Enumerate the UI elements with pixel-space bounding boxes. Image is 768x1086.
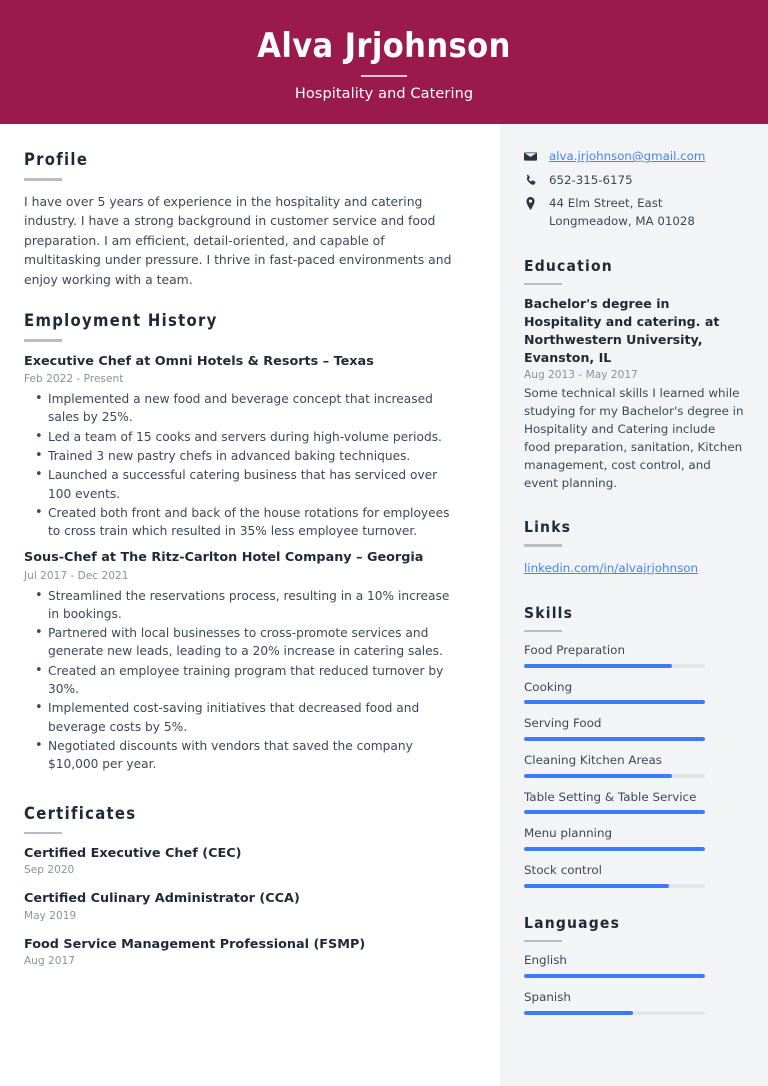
skill-level-track bbox=[524, 700, 705, 704]
skill-item bbox=[524, 825, 744, 851]
candidate-job-title: Hospitality and Catering bbox=[294, 85, 474, 102]
certificates-heading-rule bbox=[24, 832, 62, 835]
resume-body bbox=[0, 124, 768, 1086]
skill-label: Food Preparation bbox=[524, 643, 625, 658]
language-label: Spanish bbox=[524, 989, 571, 1004]
skill-label: Menu planning bbox=[524, 826, 613, 841]
job-entry bbox=[24, 353, 464, 540]
skill-item bbox=[524, 789, 744, 815]
job-bullet: • Streamlined the reservations process, resulting in a 10% increase in bookings. bbox=[24, 587, 464, 624]
job-bullet: • Launched a successful catering business that has serviced over 100 events. bbox=[24, 466, 464, 503]
links-heading-rule bbox=[524, 544, 562, 547]
skill-level-fill bbox=[524, 664, 672, 668]
job-bullet: • Implemented cost-saving initiatives that decreased food and beverage costs by 5%. bbox=[24, 699, 464, 736]
section-profile bbox=[24, 150, 464, 289]
skill-level-fill bbox=[524, 847, 705, 851]
skill-item bbox=[524, 862, 744, 888]
section-employment-history bbox=[24, 311, 464, 773]
language-level-track bbox=[524, 974, 705, 978]
job-title: Executive Chef at Omni Hotels & Resorts – Texas bbox=[24, 353, 374, 369]
resume-header bbox=[0, 0, 768, 124]
certificate-date: May 2019 bbox=[24, 909, 77, 922]
education-description: Some technical skills I learned while studying for my Bachelor's degree in Hospitality and Catering include food preparation, sanitation, Kitchen management, cost control, and event planning. bbox=[524, 385, 744, 491]
skill-level-fill bbox=[524, 774, 672, 778]
job-bullet: • Implemented a new food and beverage concept that increased sales by 25%. bbox=[24, 390, 464, 427]
skill-level-track bbox=[524, 884, 705, 888]
skill-level-fill bbox=[524, 810, 705, 814]
skill-level-track bbox=[524, 737, 705, 741]
language-label: English bbox=[524, 953, 567, 968]
profile-heading-rule bbox=[24, 178, 62, 181]
certificate-date: Aug 2017 bbox=[24, 954, 76, 967]
skill-item bbox=[524, 642, 744, 668]
contact-row-phone bbox=[524, 172, 744, 190]
linkedin-link[interactable]: linkedin.com/in/alvajrjohnson bbox=[524, 560, 699, 575]
skill-level-fill bbox=[524, 700, 705, 704]
language-level-fill bbox=[524, 974, 705, 978]
contact-row-address bbox=[524, 195, 744, 230]
contact-list bbox=[524, 148, 744, 231]
certificate-entry bbox=[24, 845, 464, 876]
education-title: Bachelor's degree in Hospitality and catering. at Northwestern University, Evanston, IL bbox=[524, 296, 720, 365]
skill-level-fill bbox=[524, 884, 669, 888]
job-date: Feb 2022 - Present bbox=[24, 373, 124, 386]
location-pin-icon bbox=[524, 195, 541, 210]
job-bullets bbox=[24, 587, 464, 774]
education-heading-rule bbox=[524, 283, 562, 286]
language-item bbox=[524, 952, 744, 978]
phone-value: 652-315-6175 bbox=[549, 172, 633, 187]
certificates-heading: Certificates bbox=[24, 803, 137, 823]
skill-label: Cooking bbox=[524, 679, 573, 694]
employment-heading-rule bbox=[24, 339, 62, 342]
languages-heading-rule bbox=[524, 940, 562, 943]
certificate-entry bbox=[24, 890, 464, 921]
section-languages bbox=[524, 914, 744, 1015]
skills-heading-rule bbox=[524, 630, 562, 633]
certificate-title: Certified Executive Chef (CEC) bbox=[24, 846, 242, 861]
skill-level-track bbox=[524, 810, 705, 814]
job-bullets bbox=[24, 390, 464, 540]
skill-level-fill bbox=[524, 737, 705, 741]
sidebar-column bbox=[500, 124, 768, 1086]
envelope-icon bbox=[524, 148, 541, 163]
skill-label: Table Setting & Table Service bbox=[524, 789, 697, 804]
skill-item bbox=[524, 715, 744, 741]
certificate-title: Certified Culinary Administrator (CCA) bbox=[24, 891, 300, 907]
profile-heading: Profile bbox=[24, 150, 89, 169]
candidate-name: Alva Jrjohnson bbox=[257, 26, 511, 67]
skill-level-track bbox=[524, 774, 705, 778]
job-bullet: • Created both front and back of the house rotations for employees to cross train which resulted in 35% less employee turnover. bbox=[24, 504, 464, 541]
section-links bbox=[524, 518, 744, 577]
skill-level-track bbox=[524, 847, 705, 851]
job-title: Sous-Chef at The Ritz-Carlton Hotel Company – Georgia bbox=[24, 550, 424, 566]
language-level-fill bbox=[524, 1011, 633, 1015]
certificate-date: Sep 2020 bbox=[24, 864, 75, 877]
section-certificates bbox=[24, 804, 464, 967]
main-column bbox=[0, 124, 500, 1086]
job-entry bbox=[24, 549, 464, 773]
job-bullet: • Negotiated discounts with vendors that saved the company $10,000 per year. bbox=[24, 737, 464, 774]
address-value: 44 Elm Street, East Longmeadow, MA 01028 bbox=[549, 196, 695, 229]
section-skills bbox=[524, 604, 744, 888]
links-heading: Links bbox=[524, 518, 572, 537]
skill-label: Stock control bbox=[524, 863, 602, 878]
section-education bbox=[524, 257, 744, 493]
certificate-entry bbox=[24, 936, 464, 967]
skill-item bbox=[524, 679, 744, 705]
job-bullet: • Led a team of 15 cooks and servers during high-volume periods. bbox=[24, 428, 464, 446]
job-bullet: • Created an employee training program that reduced turnover by 30%. bbox=[24, 662, 464, 699]
certificate-title: Food Service Management Professional (FSMP) bbox=[24, 936, 366, 952]
contact-row-email bbox=[524, 148, 744, 166]
employment-heading: Employment History bbox=[24, 311, 218, 331]
phone-icon bbox=[524, 172, 541, 187]
job-date: Jul 2017 - Dec 2021 bbox=[24, 569, 129, 582]
languages-heading: Languages bbox=[524, 913, 621, 932]
skill-level-track bbox=[524, 664, 705, 668]
skills-heading: Skills bbox=[524, 603, 574, 622]
skill-label: Serving Food bbox=[524, 716, 602, 731]
job-bullet: • Partnered with local businesses to cross-promote services and generate new leads, leading to a 20% increase in catering sales. bbox=[24, 624, 464, 661]
language-item bbox=[524, 989, 744, 1015]
header-divider bbox=[361, 75, 407, 77]
skill-item bbox=[524, 752, 744, 778]
language-level-track bbox=[524, 1011, 705, 1015]
profile-text: I have over 5 years of experience in the hospitality and catering industry. I have a strong background in customer service and food preparation. I am efficient, detail-oriented, and capable of multitasking under pressure. I thrive in fast-paced environments and enjoy working with a team. bbox=[24, 193, 452, 287]
email-value[interactable]: alva.jrjohnson@gmail.com bbox=[549, 149, 706, 163]
education-date: Aug 2013 - May 2017 bbox=[524, 368, 638, 381]
job-bullet: • Trained 3 new pastry chefs in advanced baking techniques. bbox=[24, 447, 464, 465]
skill-label: Cleaning Kitchen Areas bbox=[524, 753, 662, 768]
education-heading: Education bbox=[524, 256, 613, 275]
